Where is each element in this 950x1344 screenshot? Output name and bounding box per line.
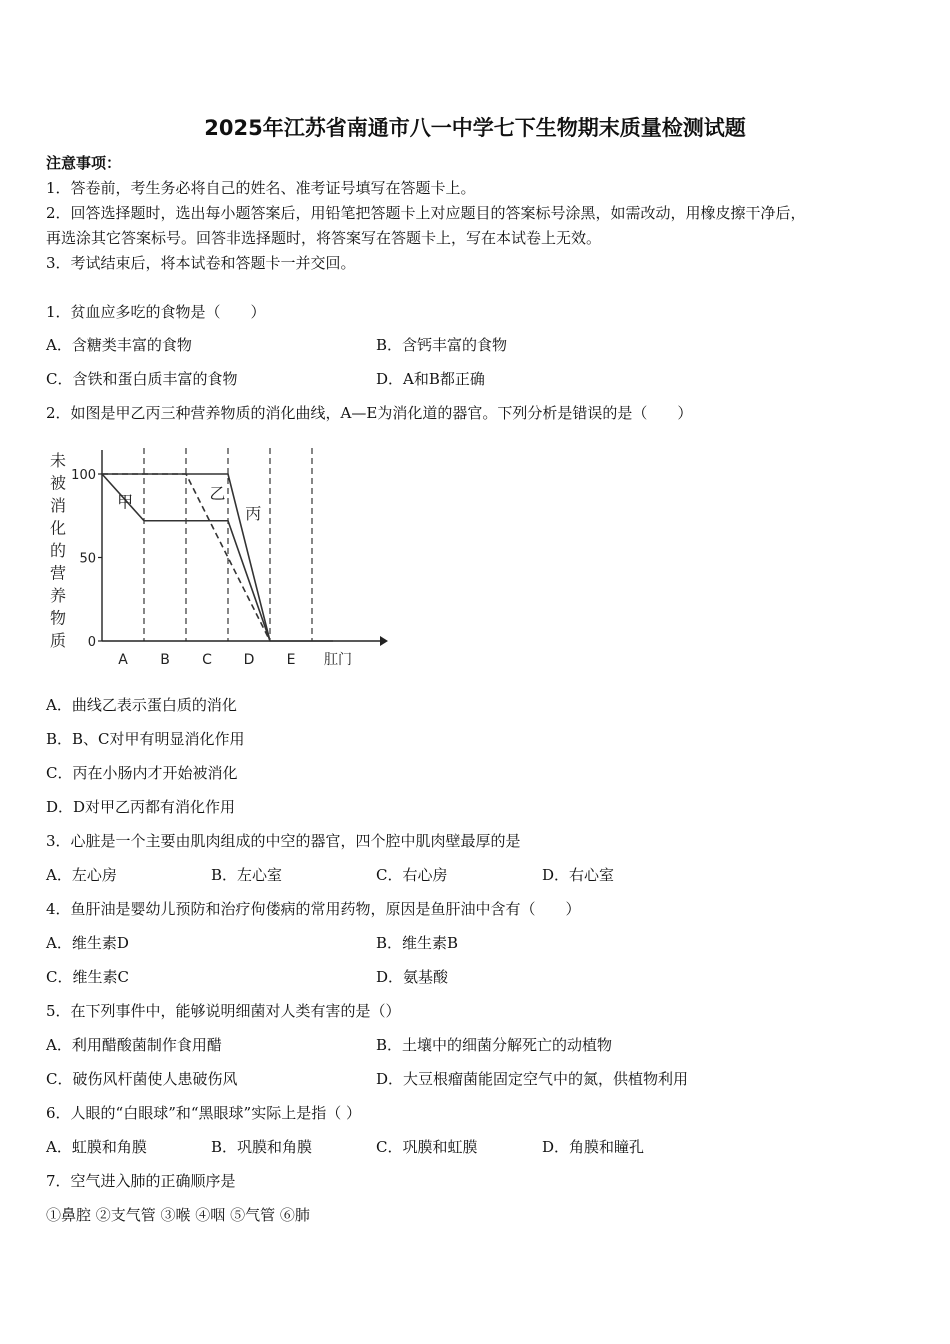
x-ticks	[118, 652, 352, 668]
y-tick-label: 0	[87, 635, 96, 650]
x-axis-arrow	[380, 636, 388, 646]
y-axis-label-char: 的	[49, 541, 67, 560]
y-axis-label-char: 养	[49, 586, 67, 605]
x-tick-label: D	[243, 652, 255, 668]
option-a[interactable]: A．虹膜和角膜	[46, 1138, 147, 1156]
y-axis-label-char: 未	[49, 451, 67, 470]
y-axis-label-char: 化	[49, 518, 67, 538]
option-b[interactable]: B．含钙丰富的食物	[376, 336, 508, 354]
sequence-items: ①鼻腔 ②支气管 ③喉 ④咽 ⑤气管 ⑥肺	[46, 1206, 310, 1224]
option-c[interactable]: C．丙在小肠内才开始被消化	[46, 764, 238, 782]
question-stem: 7．空气进入肺的正确顺序是	[46, 1172, 236, 1190]
option-c[interactable]: C．巩膜和虹膜	[376, 1138, 478, 1156]
series-label: 丙	[245, 504, 262, 524]
option-b[interactable]: B．土壤中的细菌分解死亡的动植物	[376, 1036, 613, 1054]
page-title: 2025年江苏省南通市八一中学七下生物期末质量检测试题	[204, 116, 746, 140]
notice-item: 2．回答选择题时，选出每小题答案后，用铅笔把答题卡上对应题目的答案标号涂黑，如需改动，用橡皮擦干净后，	[46, 204, 806, 222]
series-lines	[102, 474, 333, 641]
option-d[interactable]: D．右心室	[542, 866, 615, 884]
option-a[interactable]: A．含糖类丰富的食物	[46, 336, 192, 354]
question-stem: 6．人眼的“白眼球”和“黑眼球”实际上是指（ ）	[46, 1104, 361, 1122]
option-b[interactable]: B．维生素B	[376, 934, 459, 952]
question-stem: 1．贫血应多吃的食物是（ ）	[46, 303, 266, 321]
question-stem: 5．在下列事件中，能够说明细菌对人类有害的是（）	[46, 1002, 401, 1020]
option-d[interactable]: D．角膜和瞳孔	[542, 1138, 645, 1156]
option-b[interactable]: B．巩膜和角膜	[211, 1138, 313, 1156]
y-axis-label-char: 物	[49, 608, 67, 628]
option-c[interactable]: C．维生素C	[46, 968, 129, 986]
notice-item: 3．考试结束后，将本试卷和答题卡一并交回。	[46, 254, 356, 272]
y-ticks	[71, 468, 102, 650]
option-d[interactable]: D．D对甲乙丙都有消化作用	[46, 798, 236, 816]
x-tick-label: A	[118, 652, 128, 668]
option-a[interactable]: A．利用醋酸菌制作食用醋	[46, 1036, 222, 1054]
question-stem: 4．鱼肝油是婴幼儿预防和治疗佝偻病的常用药物，原因是鱼肝油中含有（ ）	[46, 900, 581, 918]
y-axis-label	[50, 451, 66, 650]
x-tick-label: 肛门	[324, 652, 352, 668]
option-b[interactable]: B．左心室	[211, 866, 283, 884]
option-b[interactable]: B．B、C对甲有明显消化作用	[46, 730, 245, 748]
notice-heading: 注意事项：	[46, 154, 122, 172]
option-a[interactable]: A．左心房	[46, 866, 117, 884]
series-label: 甲	[117, 492, 134, 512]
option-a[interactable]: A．维生素D	[46, 934, 129, 952]
question-stem: 2．如图是甲乙丙三种营养物质的消化曲线，A—E为消化道的器官。下列分析是错误的是（ ）	[46, 404, 693, 422]
option-d[interactable]: D．大豆根瘤菌能固定空气中的氮，供植物利用	[376, 1070, 689, 1088]
y-axis-label-char: 消	[49, 496, 67, 515]
notice-item: 再选涂其它答案标号。回答非选择题时，将答案写在答题卡上，写在本试卷上无效。	[46, 229, 602, 247]
notice-item: 1．答卷前，考生务必将自己的姓名、准考证号填写在答题卡上。	[46, 179, 476, 197]
x-tick-label: B	[160, 652, 170, 668]
option-a[interactable]: A．曲线乙表示蛋白质的消化	[46, 696, 237, 714]
y-axis-label-char: 质	[49, 631, 67, 650]
y-tick-label: 100	[71, 468, 96, 483]
option-c[interactable]: C．破伤风杆菌使人患破伤风	[46, 1070, 238, 1088]
option-c[interactable]: C．含铁和蛋白质丰富的食物	[46, 370, 238, 388]
y-tick-label: 50	[79, 551, 96, 567]
option-d[interactable]: D．A和B都正确	[376, 370, 485, 388]
series-label: 乙	[209, 484, 226, 504]
question-stem: 3．心脏是一个主要由肌肉组成的中空的器官，四个腔中肌肉壁最厚的是	[46, 832, 521, 850]
x-tick-label: C	[202, 652, 212, 668]
option-c[interactable]: C．右心房	[376, 866, 448, 884]
digestion-chart	[40, 440, 400, 680]
y-axis-label-char: 被	[49, 473, 67, 493]
x-tick-label: E	[286, 652, 296, 668]
option-d[interactable]: D．氨基酸	[376, 968, 449, 986]
y-axis-label-char: 营	[49, 563, 67, 583]
